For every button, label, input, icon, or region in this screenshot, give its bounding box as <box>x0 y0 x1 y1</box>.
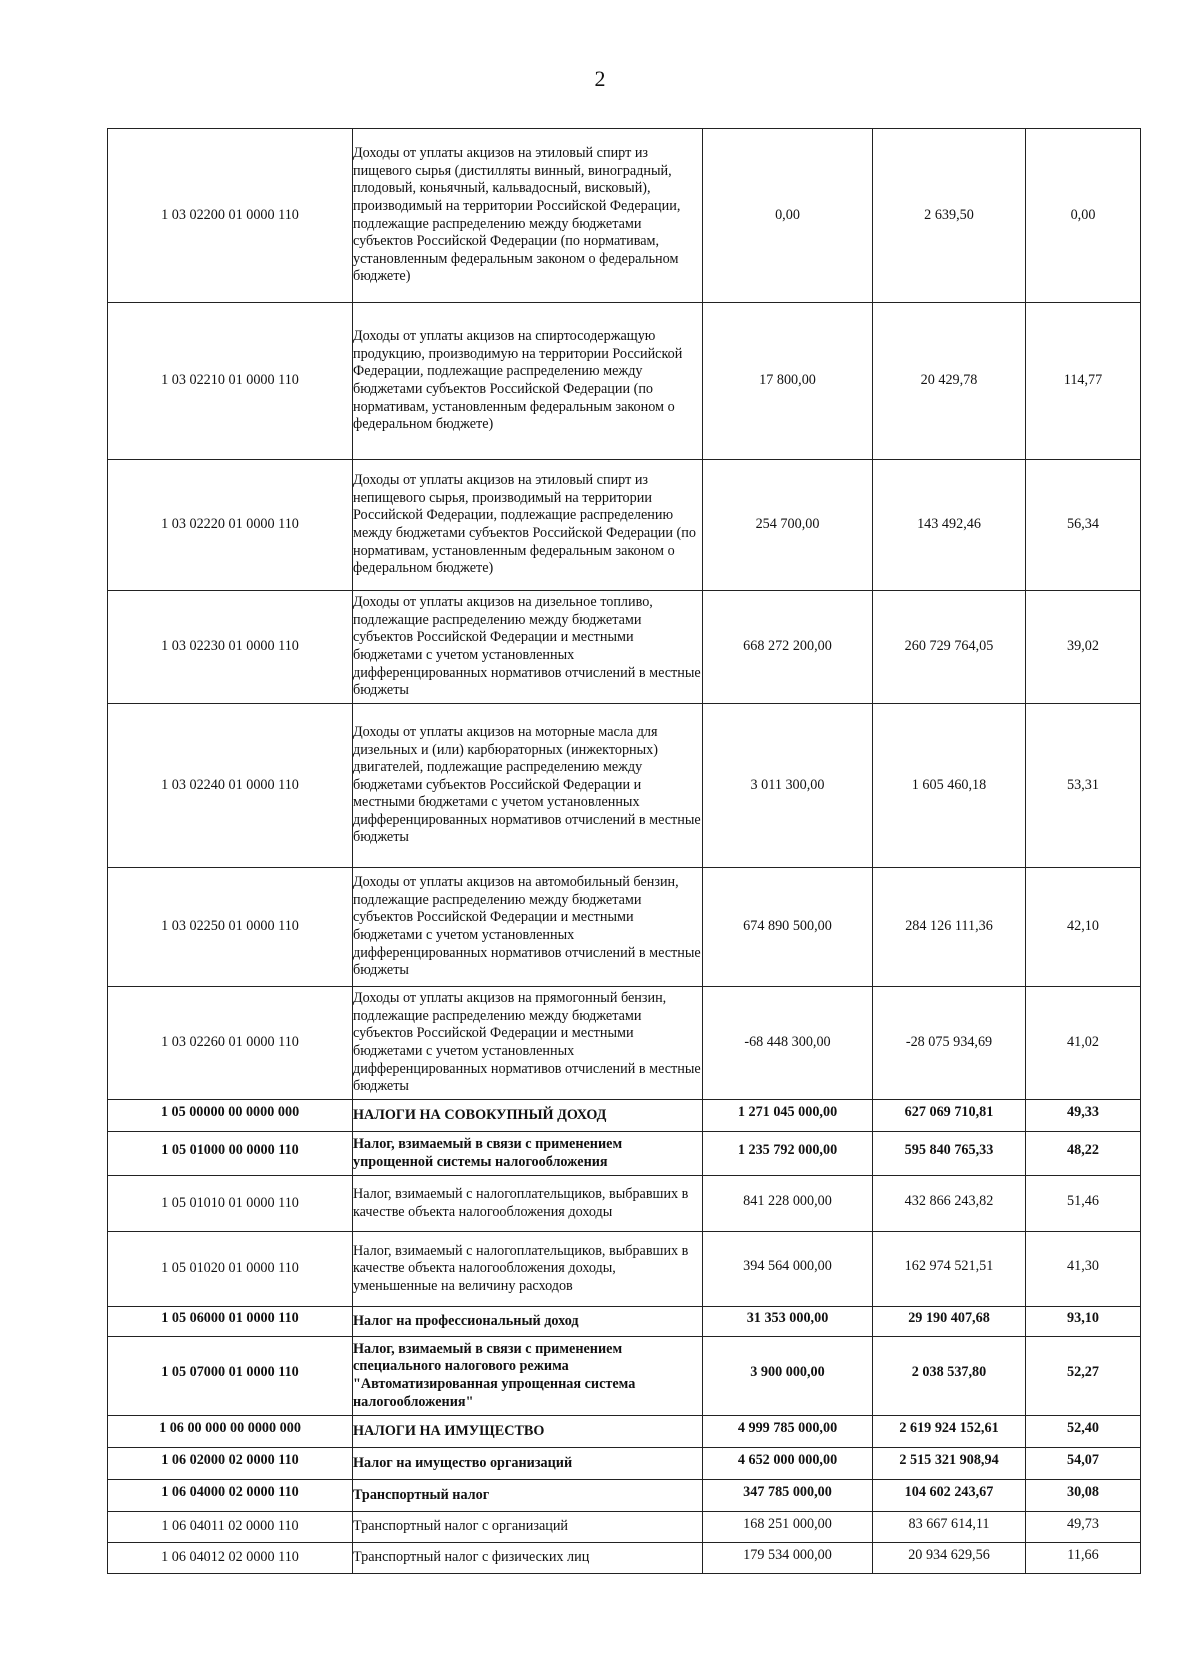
row-code: 1 05 01020 01 0000 110 <box>108 1232 353 1307</box>
row-plan: 394 564 000,00 <box>703 1232 873 1307</box>
row-description: Транспортный налог с организаций <box>353 1512 703 1543</box>
row-percent: 42,10 <box>1026 868 1141 987</box>
row-plan: 179 534 000,00 <box>703 1543 873 1574</box>
row-percent: 114,77 <box>1026 303 1141 460</box>
row-plan: -68 448 300,00 <box>703 987 873 1100</box>
row-plan: 3 900 000,00 <box>703 1337 873 1416</box>
row-code: 1 05 01000 00 0000 110 <box>108 1132 353 1176</box>
table-row <box>108 1448 1141 1480</box>
table-row <box>108 1100 1141 1132</box>
row-plan: 1 235 792 000,00 <box>703 1132 873 1176</box>
row-description: Доходы от уплаты акцизов на спиртосодержащую продукцию, производимую на территории Российской Федерации, подлежащие распределению между бюджетами субъектов Российской Федерации (по нормативам, установленным федеральным законом о федеральном бюджете) <box>353 303 703 460</box>
table-row <box>108 1512 1141 1543</box>
row-fact: 143 492,46 <box>873 460 1026 591</box>
row-percent: 30,08 <box>1026 1480 1141 1512</box>
row-plan: 31 353 000,00 <box>703 1307 873 1337</box>
row-fact: 260 729 764,05 <box>873 591 1026 704</box>
table-row <box>108 1176 1141 1232</box>
table-row <box>108 591 1141 704</box>
row-fact: 104 602 243,67 <box>873 1480 1026 1512</box>
row-percent: 0,00 <box>1026 129 1141 303</box>
row-description: Налог, взимаемый с налогоплательщиков, выбравших в качестве объекта налогообложения доходы <box>353 1176 703 1232</box>
row-plan: 168 251 000,00 <box>703 1512 873 1543</box>
row-plan: 4 999 785 000,00 <box>703 1416 873 1448</box>
row-fact: 162 974 521,51 <box>873 1232 1026 1307</box>
table-row <box>108 704 1141 868</box>
row-plan: 0,00 <box>703 129 873 303</box>
row-percent: 41,30 <box>1026 1232 1141 1307</box>
row-percent: 52,27 <box>1026 1337 1141 1416</box>
row-percent: 93,10 <box>1026 1307 1141 1337</box>
table-row <box>108 987 1141 1100</box>
row-description: НАЛОГИ НА ИМУЩЕСТВО <box>353 1416 703 1448</box>
row-percent: 39,02 <box>1026 591 1141 704</box>
row-code: 1 05 01010 01 0000 110 <box>108 1176 353 1232</box>
row-description: Налог на имущество организаций <box>353 1448 703 1480</box>
row-description: Доходы от уплаты акцизов на автомобильный бензин, подлежащие распределению между бюджетами субъектов Российской Федерации и местными бюджетами с учетом установленных дифференцированных нормативов отчислений в местные бюджеты <box>353 868 703 987</box>
row-code: 1 06 00 000 00 0000 000 <box>108 1416 353 1448</box>
table-row <box>108 1480 1141 1512</box>
row-percent: 49,33 <box>1026 1100 1141 1132</box>
row-percent: 54,07 <box>1026 1448 1141 1480</box>
row-code: 1 06 04011 02 0000 110 <box>108 1512 353 1543</box>
table-row <box>108 1232 1141 1307</box>
row-plan: 1 271 045 000,00 <box>703 1100 873 1132</box>
row-plan: 17 800,00 <box>703 303 873 460</box>
table-row <box>108 1132 1141 1176</box>
row-code: 1 03 02250 01 0000 110 <box>108 868 353 987</box>
row-plan: 347 785 000,00 <box>703 1480 873 1512</box>
row-description: Налог, взимаемый в связи с применением упрощенной системы налогообложения <box>353 1132 703 1176</box>
row-description: Доходы от уплаты акцизов на этиловый спирт из непищевого сырья, производимый на территории Российской Федерации, подлежащие распределению между бюджетами субъектов Российской Федерации (по нормативам, установленным федеральным законом о федеральном бюджете) <box>353 460 703 591</box>
row-code: 1 03 02240 01 0000 110 <box>108 704 353 868</box>
row-code: 1 03 02210 01 0000 110 <box>108 303 353 460</box>
row-fact: 2 038 537,80 <box>873 1337 1026 1416</box>
revenue-table <box>107 128 1141 1574</box>
row-description: Налог, взимаемый в связи с применением специального налогового режима "Автоматизированная упрощенная система налогообложения" <box>353 1337 703 1416</box>
row-percent: 53,31 <box>1026 704 1141 868</box>
table-row <box>108 460 1141 591</box>
row-fact: 2 639,50 <box>873 129 1026 303</box>
row-fact: 284 126 111,36 <box>873 868 1026 987</box>
row-fact: 20 429,78 <box>873 303 1026 460</box>
row-percent: 48,22 <box>1026 1132 1141 1176</box>
row-fact: -28 075 934,69 <box>873 987 1026 1100</box>
table-row <box>108 129 1141 303</box>
row-percent: 51,46 <box>1026 1176 1141 1232</box>
table-row <box>108 868 1141 987</box>
row-code: 1 06 04012 02 0000 110 <box>108 1543 353 1574</box>
row-code: 1 03 02230 01 0000 110 <box>108 591 353 704</box>
row-description: Налог, взимаемый с налогоплательщиков, выбравших в качестве объекта налогообложения доходы, уменьшенные на величину расходов <box>353 1232 703 1307</box>
row-fact: 2 515 321 908,94 <box>873 1448 1026 1480</box>
row-code: 1 03 02200 01 0000 110 <box>108 129 353 303</box>
row-fact: 1 605 460,18 <box>873 704 1026 868</box>
row-fact: 595 840 765,33 <box>873 1132 1026 1176</box>
row-description: Транспортный налог <box>353 1480 703 1512</box>
row-fact: 20 934 629,56 <box>873 1543 1026 1574</box>
page-number: 2 <box>594 66 606 91</box>
row-plan: 4 652 000 000,00 <box>703 1448 873 1480</box>
row-fact: 432 866 243,82 <box>873 1176 1026 1232</box>
row-fact: 29 190 407,68 <box>873 1307 1026 1337</box>
row-code: 1 03 02260 01 0000 110 <box>108 987 353 1100</box>
table-row <box>108 303 1141 460</box>
row-fact: 83 667 614,11 <box>873 1512 1026 1543</box>
table-row <box>108 1416 1141 1448</box>
row-description: Транспортный налог с физических лиц <box>353 1543 703 1574</box>
row-percent: 52,40 <box>1026 1416 1141 1448</box>
row-code: 1 06 02000 02 0000 110 <box>108 1448 353 1480</box>
table-row <box>108 1337 1141 1416</box>
row-code: 1 03 02220 01 0000 110 <box>108 460 353 591</box>
row-code: 1 06 04000 02 0000 110 <box>108 1480 353 1512</box>
row-description: Доходы от уплаты акцизов на дизельное топливо, подлежащие распределению между бюджетами субъектов Российской Федерации и местными бюджетами с учетом установленных дифференцированных нормативов отчислений в местные бюджеты <box>353 591 703 704</box>
row-description: Доходы от уплаты акцизов на моторные масла для дизельных и (или) карбюраторных (инжекторных) двигателей, подлежащие распределению между бюджетами субъектов Российской Федерации и местными бюджетами с учетом установленных дифференцированных нормативов отчислений в местные бюджеты <box>353 704 703 868</box>
row-fact: 2 619 924 152,61 <box>873 1416 1026 1448</box>
row-plan: 254 700,00 <box>703 460 873 591</box>
row-description: Налог на профессиональный доход <box>353 1307 703 1337</box>
row-code: 1 05 07000 01 0000 110 <box>108 1337 353 1416</box>
row-percent: 49,73 <box>1026 1512 1141 1543</box>
row-plan: 674 890 500,00 <box>703 868 873 987</box>
row-fact: 627 069 710,81 <box>873 1100 1026 1132</box>
row-plan: 668 272 200,00 <box>703 591 873 704</box>
row-code: 1 05 00000 00 0000 000 <box>108 1100 353 1132</box>
row-plan: 3 011 300,00 <box>703 704 873 868</box>
table-row <box>108 1307 1141 1337</box>
row-description: Доходы от уплаты акцизов на прямогонный бензин, подлежащие распределению между бюджетами субъектов Российской Федерации и местными бюджетами с учетом установленных дифференцированных нормативов отчислений в местные бюджеты <box>353 987 703 1100</box>
row-code: 1 05 06000 01 0000 110 <box>108 1307 353 1337</box>
row-percent: 41,02 <box>1026 987 1141 1100</box>
row-plan: 841 228 000,00 <box>703 1176 873 1232</box>
row-percent: 11,66 <box>1026 1543 1141 1574</box>
row-description: НАЛОГИ НА СОВОКУПНЫЙ ДОХОД <box>353 1100 703 1132</box>
table-row <box>108 1543 1141 1574</box>
row-percent: 56,34 <box>1026 460 1141 591</box>
row-description: Доходы от уплаты акцизов на этиловый спирт из пищевого сырья (дистилляты винный, виноградный, плодовый, коньячный, кальвадосный, висковый), производимый на территории Российской Федерации, подлежащие распределению между бюджетами субъектов Российской Федерации (по нормативам, установленным федеральным законом о федеральном бюджете) <box>353 129 703 303</box>
